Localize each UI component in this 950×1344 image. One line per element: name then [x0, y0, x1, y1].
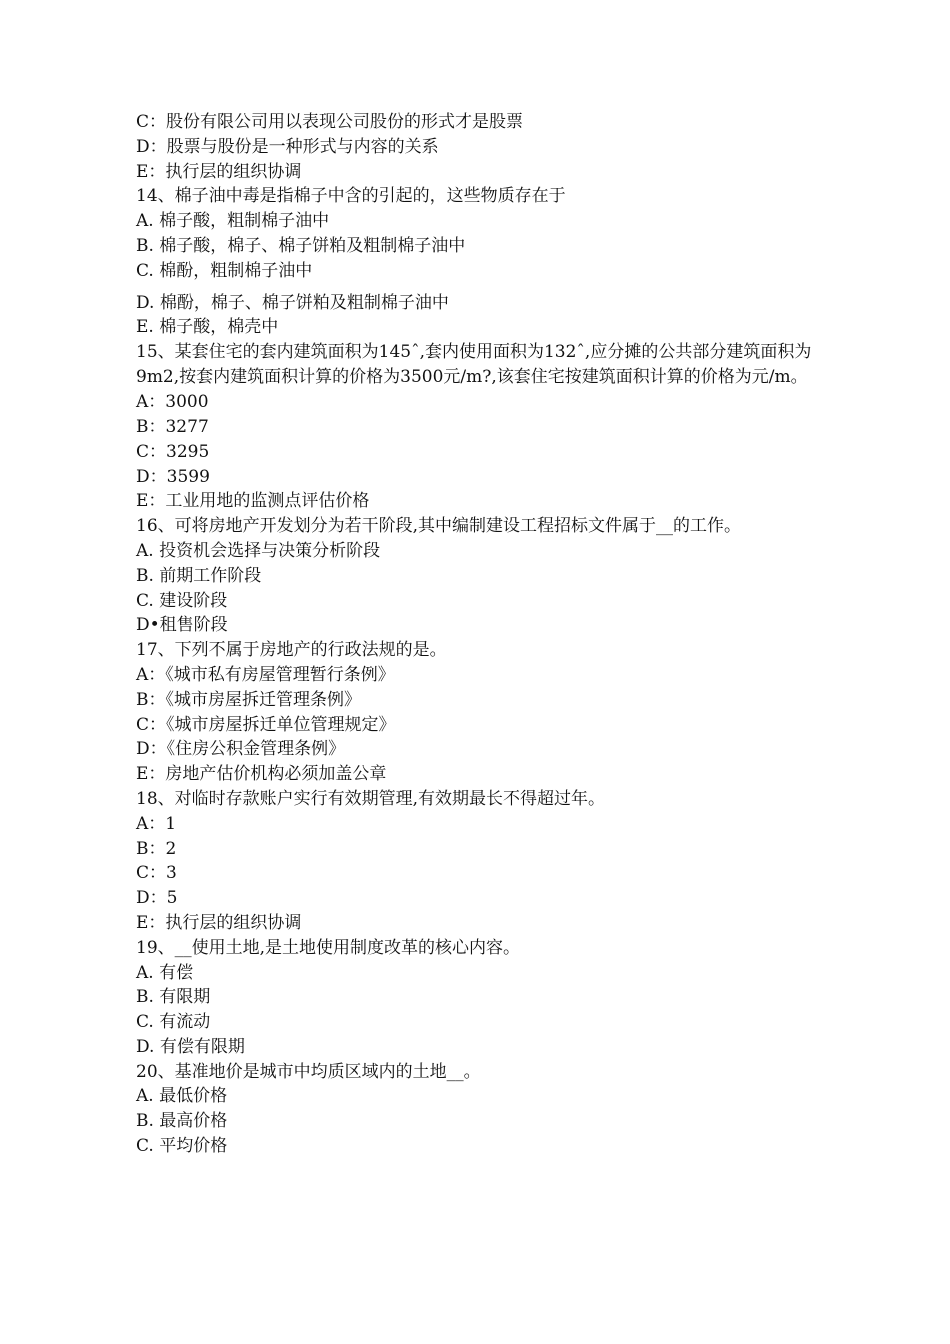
option-line: B. 棉子酸，棉子、棉子饼粕及粗制棉子油中 [136, 235, 466, 256]
question-15: 15、某套住宅的套内建筑面积为145ˆ,套内使用面积为132ˆ,应分摊的公共部分建筑面积为9m2,按套内建筑面积计算的价格为3500元/m?,该套住宅按建筑面积计算的价格为元/m。 [136, 342, 812, 388]
option-line: D：《住房公积金管理条例》 [136, 739, 346, 760]
option-line: E：房地产估价机构必须加盖公章 [136, 764, 387, 785]
option-line: D. 棉酚，棉子、棉子饼粕及粗制棉子油中 [136, 292, 449, 313]
question-18: 18、对临时存款账户实行有效期管理,有效期最长不得超过年。 [136, 788, 606, 809]
option-line: C. 棉酚，粗制棉子油中 [136, 260, 313, 281]
option-line: B：3277 [136, 416, 209, 437]
option-line: D. 有偿有限期 [136, 1036, 245, 1057]
option-line: C. 建设阶段 [136, 590, 228, 611]
option-line: D：3599 [136, 466, 210, 487]
question-20: 20、基准地价是城市中均质区域内的土地__。 [136, 1061, 481, 1082]
option-line: A. 有偿 [136, 962, 194, 983]
option-line: A. 棉子酸，粗制棉子油中 [136, 211, 330, 232]
option-line: B. 有限期 [136, 987, 211, 1008]
option-line: B：《城市房屋拆迁管理条例》 [136, 689, 361, 710]
option-line: C：3 [136, 863, 177, 884]
text-line: E：执行层的组织协调 [136, 161, 302, 182]
option-line: E：工业用地的监测点评估价格 [136, 491, 370, 512]
option-line: C：《城市房屋拆迁单位管理规定》 [136, 714, 396, 735]
option-line: D：5 [136, 888, 178, 909]
option-line: A：《城市私有房屋管理暂行条例》 [136, 664, 395, 685]
option-line: C. 有流动 [136, 1012, 211, 1033]
option-line: A：3000 [136, 392, 209, 413]
question-14: 14、棉子油中毒是指棉子中含的引起的，这些物质存在于 [136, 186, 566, 207]
document-page [136, 110, 826, 1159]
option-line: C：3295 [136, 441, 210, 462]
option-line: B：2 [136, 838, 177, 859]
option-line: A：1 [136, 813, 177, 834]
text-line: D：股票与股份是一种形式与内容的关系 [136, 136, 439, 157]
option-line: E. 棉子酸，棉壳中 [136, 317, 279, 338]
question-16: 16、可将房地产开发划分为若干阶段,其中编制建设工程招标文件属于__的工作。 [136, 516, 742, 537]
option-line: A. 投资机会选择与决策分析阶段 [136, 540, 381, 561]
question-19: 19、__使用土地,是土地使用制度改革的核心内容。 [136, 937, 521, 958]
option-line: B. 最高价格 [136, 1111, 228, 1132]
option-line: A. 最低价格 [136, 1086, 228, 1107]
option-line: B. 前期工作阶段 [136, 565, 262, 586]
option-line: C. 平均价格 [136, 1136, 228, 1157]
option-line: D•租售阶段 [136, 615, 228, 636]
text-line: C：股份有限公司用以表现公司股份的形式才是股票 [136, 112, 524, 132]
option-line: E：执行层的组织协调 [136, 912, 302, 933]
question-17: 17、下列不属于房地产的行政法规的是。 [136, 640, 447, 661]
